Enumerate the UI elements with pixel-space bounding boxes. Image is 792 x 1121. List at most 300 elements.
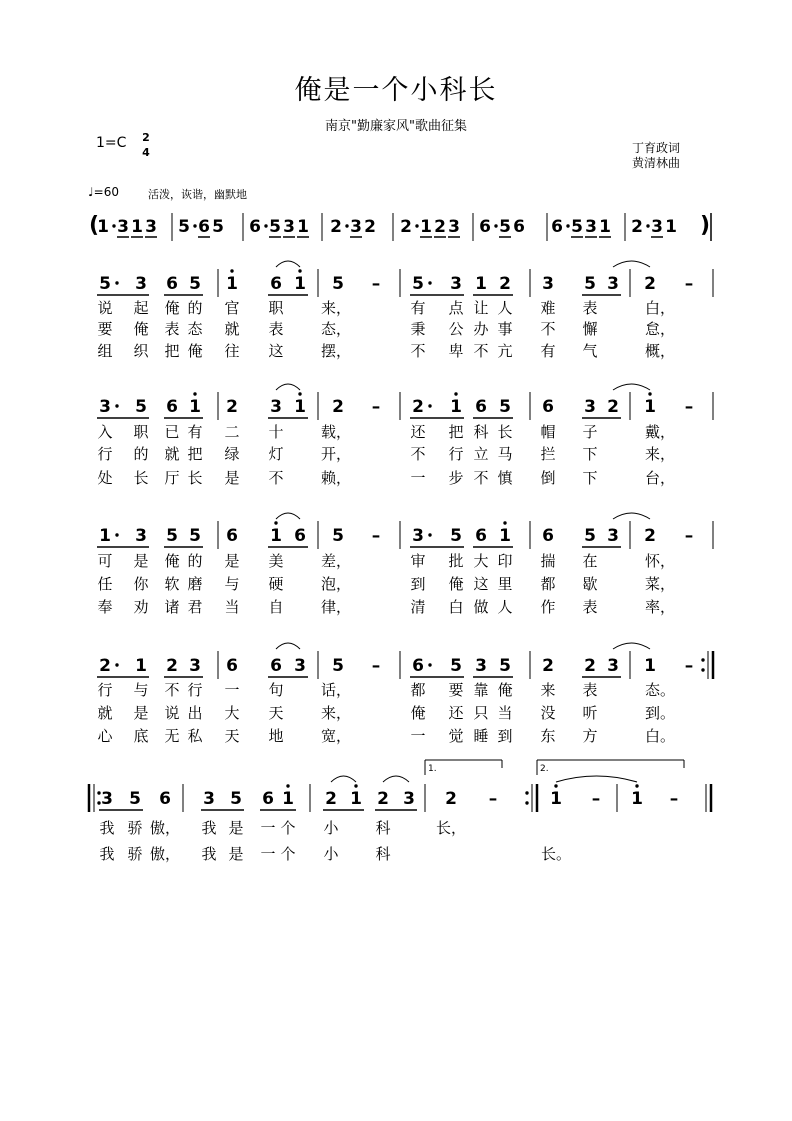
verse2-lyric: 下 — [582, 445, 598, 463]
verse3-note: 6 — [294, 526, 306, 546]
verse2-lyric: 马 — [497, 445, 513, 463]
verse2-lyric: 科 — [473, 423, 489, 441]
verse2-lyric: 子 — [582, 423, 598, 441]
intro-augment-dot — [566, 224, 569, 227]
verse3-note: 5 — [450, 526, 462, 546]
verse3-lyric: 差， — [320, 552, 352, 570]
verse1-lyric: 俺 — [164, 299, 180, 317]
time-signature-top: 2 — [142, 131, 150, 144]
verse1-lyric: 怠， — [644, 320, 676, 338]
verse2-note-octave-dot — [298, 392, 301, 395]
verse2-note-octave-dot — [193, 392, 196, 395]
verse3-lyric: 是 — [133, 552, 149, 570]
verse4-lyric: 到 — [497, 727, 513, 745]
volta2-label: 2. — [540, 764, 549, 774]
verse2-lyric: 立 — [473, 445, 489, 463]
verse4-lyric: 就 — [97, 704, 113, 722]
verse2-lyric: 拦 — [540, 445, 556, 463]
verse3-lyric: 审 — [410, 552, 426, 570]
verse3-lyric: 可 — [97, 552, 113, 570]
verse1-note: 5 — [584, 274, 596, 294]
verse4-lyric: 方 — [582, 727, 598, 745]
verse3-note: 1 — [270, 526, 282, 546]
verse1-lyric: 不 — [540, 320, 556, 338]
verse1-note-augment-dot — [428, 281, 431, 284]
verse2-lyric: 职 — [133, 423, 149, 441]
verse4-repeat-dot — [701, 668, 704, 671]
refrain-lyric: 长， — [435, 819, 467, 837]
verse1-lyric: 俺 — [133, 320, 149, 338]
verse3-lyric: 作 — [540, 598, 556, 616]
verse1-note: 3 — [607, 274, 619, 294]
verse1-note: 2 — [644, 274, 656, 294]
refrain-lyric: 科 — [375, 845, 391, 863]
refrain-lyric: 是 — [228, 845, 244, 863]
intro-note: 6 — [513, 217, 525, 237]
verse3-lyric: 清 — [410, 598, 426, 616]
intro-note: 1 — [420, 217, 432, 237]
verse1-lyric: 点 — [448, 299, 464, 317]
intro-note: 2 — [330, 217, 342, 237]
verse4-lyric: 大 — [224, 704, 240, 722]
intro-note: 2 — [434, 217, 446, 237]
verse2-lyric: 步 — [448, 469, 464, 487]
verse1-lyric: 职 — [268, 299, 284, 317]
verse1-lyric: 懈 — [582, 320, 598, 338]
intro-note: 6 — [479, 217, 491, 237]
verse2-lyric: 戴， — [644, 423, 676, 441]
refrain-note: 2 — [325, 789, 337, 809]
verse3-lyric: 怀， — [644, 552, 676, 570]
refrain-note-octave-dot — [554, 784, 557, 787]
verse1-lyric: 往 — [224, 342, 240, 360]
verse1-lyric: 态， — [320, 320, 352, 338]
verse2-lyric: 厅 — [164, 469, 180, 487]
verse4-note: 5 — [450, 656, 462, 676]
verse4-lyric: 话， — [320, 681, 352, 699]
verse4-lyric: 是 — [133, 704, 149, 722]
verse3-lyric: 表 — [582, 598, 598, 616]
verse3-lyric: 是 — [224, 552, 240, 570]
verse3-lyric: 批 — [448, 552, 464, 570]
verse1-lyric: 表 — [164, 320, 180, 338]
verse4-lyric: 天 — [268, 704, 284, 722]
verse3-lyric: 硬 — [268, 575, 284, 593]
verse3-note: 5 — [584, 526, 596, 546]
verse3-lyric: 的 — [187, 552, 203, 570]
verse4-note: 2 — [99, 656, 111, 676]
intro-note: 6 — [551, 217, 563, 237]
verse4-lyric: 一 — [224, 681, 240, 699]
verse1-note: 3 — [542, 274, 554, 294]
verse2-note: 6 — [166, 397, 178, 417]
verse2-lyric: 的 — [133, 445, 149, 463]
verse1-note: 1 — [294, 274, 306, 294]
refrain-note: 1 — [550, 789, 562, 809]
intro-augment-dot — [494, 224, 497, 227]
intro-note: 3 — [585, 217, 597, 237]
verse3-lyric: 诸 — [164, 598, 180, 616]
verse3-lyric: 软 — [164, 575, 180, 593]
verse2-note: 5 — [499, 397, 511, 417]
verse2-note: – — [371, 397, 381, 417]
verse2-lyric: 就 — [164, 445, 180, 463]
verse3-note-octave-dot — [274, 521, 277, 524]
verse2-lyric: 慎 — [497, 469, 513, 487]
verse4-note: 2 — [166, 656, 178, 676]
verse3-note-augment-dot — [428, 533, 431, 536]
verse1-lyric: 织 — [133, 342, 149, 360]
verse3-note: 5 — [189, 526, 201, 546]
verse4-lyric: 俺 — [497, 681, 513, 699]
verse3-lyric: 任 — [97, 575, 113, 593]
verse3-lyric: 里 — [497, 575, 513, 593]
verse1-note: – — [684, 274, 694, 294]
verse3-slur — [613, 513, 650, 519]
intro-note: 5 — [212, 217, 224, 237]
verse1-lyric: 卑 — [448, 342, 464, 360]
verse3-note: 3 — [135, 526, 147, 546]
verse2-note: 3 — [99, 397, 111, 417]
intro-note: 5 — [571, 217, 583, 237]
verse2-note: 6 — [475, 397, 487, 417]
verse1-lyric: 让 — [473, 299, 489, 317]
verse2-lyric: 有 — [187, 423, 203, 441]
verse2-lyric: 入 — [97, 423, 113, 441]
verse1-lyric: 态 — [187, 320, 203, 338]
intro-augment-dot — [193, 224, 196, 227]
verse4-lyric: 要 — [448, 681, 464, 699]
verse4-note: 1 — [135, 656, 147, 676]
refrain-lyric: 个 — [280, 845, 296, 863]
verse1-note: 1 — [226, 274, 238, 294]
verse4-lyric: 行 — [187, 681, 203, 699]
verse2-note-octave-dot — [454, 392, 457, 395]
composer-credit: 黄清林曲 — [632, 156, 681, 170]
intro-note: 3 — [350, 217, 362, 237]
verse3-lyric: 君 — [187, 598, 203, 616]
verse1-lyric: 说 — [97, 299, 113, 317]
verse2-note-octave-dot — [648, 392, 651, 395]
refrain-note: 3 — [101, 789, 113, 809]
refrain-start-repeat-dot — [97, 791, 100, 794]
volta1-label: 1. — [428, 764, 437, 774]
verse4-lyric: 态。 — [644, 681, 676, 699]
verse4-slur — [276, 643, 300, 649]
verse1-note: 5 — [412, 274, 424, 294]
refrain-lyric: 一 — [260, 845, 276, 863]
verse4-lyric: 没 — [540, 704, 556, 722]
refrain-note: 1 — [350, 789, 362, 809]
verse4-lyric: 到。 — [644, 704, 676, 722]
verse1-note: 5 — [99, 274, 111, 294]
verse4-note: 6 — [412, 656, 424, 676]
verse3-note: 1 — [499, 526, 511, 546]
verse4-lyric: 宽， — [320, 727, 352, 745]
verse1-lyric: 办 — [473, 320, 489, 338]
verse1-lyric: 表 — [268, 320, 284, 338]
refrain-lyric: 傲， — [149, 819, 181, 837]
intro-augment-dot — [264, 224, 267, 227]
intro-note: 2 — [364, 217, 376, 237]
verse2-lyric: 赖， — [320, 469, 352, 487]
verse3-note: 6 — [475, 526, 487, 546]
verse1-note: 5 — [189, 274, 201, 294]
intro-note: 2 — [400, 217, 412, 237]
song-title: 俺是一个小科长 — [294, 75, 498, 106]
verse2-note: 3 — [270, 397, 282, 417]
intro-note: 5 — [178, 217, 190, 237]
verse2-note: 2 — [226, 397, 238, 417]
verse1-note: 6 — [270, 274, 282, 294]
refrain-lyric: 骄 — [127, 819, 143, 837]
verse4-note: 6 — [226, 656, 238, 676]
verse2-lyric: 已 — [164, 423, 180, 441]
verse4-lyric: 只 — [473, 704, 489, 722]
verse4-lyric: 私 — [187, 727, 203, 745]
verse2-lyric: 来， — [644, 445, 676, 463]
verse1-slur — [613, 261, 650, 267]
intro-note: 1 — [297, 217, 309, 237]
verse4-note-augment-dot — [115, 663, 118, 666]
verse3-note: 3 — [607, 526, 619, 546]
verse2-lyric: 绿 — [224, 445, 240, 463]
intro-note: 5 — [269, 217, 281, 237]
refrain-lyric: 傲， — [149, 845, 181, 863]
verse2-note: – — [684, 397, 694, 417]
verse4-lyric: 地 — [268, 727, 284, 745]
verse2-lyric: 行 — [97, 445, 113, 463]
verse1-lyric: 这 — [268, 342, 284, 360]
verse4-lyric: 都 — [410, 681, 426, 699]
verse4-note-augment-dot — [428, 663, 431, 666]
verse1-lyric: 不 — [410, 342, 426, 360]
verse1-note: 5 — [332, 274, 344, 294]
verse2-note: 2 — [607, 397, 619, 417]
verse4-note: 3 — [189, 656, 201, 676]
expression-marking: 活泼，诙谐，幽默地 — [148, 188, 247, 201]
verse3-lyric: 大 — [473, 552, 489, 570]
verse3-lyric: 奉 — [97, 598, 113, 616]
intro-note: 2 — [631, 217, 643, 237]
verse1-lyric: 组 — [97, 342, 113, 360]
verse1-lyric: 气 — [582, 342, 598, 360]
verse4-lyric: 无 — [164, 727, 180, 745]
verse1-lyric: 公 — [448, 320, 464, 338]
verse1-note: 3 — [135, 274, 147, 294]
verse1-lyric: 有 — [540, 342, 556, 360]
verse1-lyric: 表 — [582, 299, 598, 317]
verse3-lyric: 泡， — [320, 575, 352, 593]
verse1-note-octave-dot — [298, 269, 301, 272]
verse4-lyric: 一 — [410, 727, 426, 745]
verse4-lyric: 行 — [97, 681, 113, 699]
verse1-note: 3 — [450, 274, 462, 294]
verse3-lyric: 俺 — [164, 552, 180, 570]
verse2-lyric: 把 — [187, 445, 203, 463]
refrain-note-octave-dot — [354, 784, 357, 787]
verse2-lyric: 不 — [473, 469, 489, 487]
verse1-note: 1 — [475, 274, 487, 294]
verse4-note: 3 — [475, 656, 487, 676]
intro-note: 5 — [499, 217, 511, 237]
verse3-lyric: 白 — [448, 598, 464, 616]
verse3-lyric: 自 — [268, 598, 284, 616]
verse3-lyric: 你 — [133, 575, 149, 593]
verse2-note: 1 — [294, 397, 306, 417]
verse1-lyric: 摆， — [320, 342, 352, 360]
verse4-lyric: 睡 — [473, 727, 489, 745]
verse3-lyric: 这 — [473, 575, 489, 593]
refrain-note-octave-dot — [286, 784, 289, 787]
verse4-lyric: 底 — [133, 727, 149, 745]
refrain-note: 2 — [377, 789, 389, 809]
intro-note: 6 — [198, 217, 210, 237]
verse1-lyric: 官 — [224, 299, 240, 317]
refrain-note: 6 — [262, 789, 274, 809]
verse4-lyric: 说 — [164, 704, 180, 722]
verse2-note: 2 — [332, 397, 344, 417]
verse1-lyric: 起 — [133, 299, 149, 317]
refrain-lyric: 长。 — [540, 845, 572, 863]
intro-note: 3 — [145, 217, 157, 237]
verse2-lyric: 还 — [410, 423, 426, 441]
verse4-lyric: 与 — [133, 681, 149, 699]
verse2-note: 3 — [584, 397, 596, 417]
intro-close-paren: ) — [699, 213, 711, 238]
verse1-lyric: 亢 — [497, 342, 513, 360]
refrain-note-octave-dot — [635, 784, 638, 787]
lyricist-credit: 丁育政词 — [632, 141, 681, 155]
verse2-lyric: 不 — [268, 469, 284, 487]
verse1-lyric: 来， — [320, 299, 352, 317]
refrain-note: 5 — [129, 789, 141, 809]
intro-augment-dot — [415, 224, 418, 227]
verse3-note: 6 — [542, 526, 554, 546]
verse1-lyric: 要 — [97, 320, 113, 338]
verse2-lyric: 开， — [320, 445, 352, 463]
verse1-lyric: 事 — [497, 320, 513, 338]
verse3-note-octave-dot — [503, 521, 506, 524]
verse2-lyric: 下 — [582, 469, 598, 487]
refrain-lyric: 我 — [99, 845, 115, 863]
verse3-lyric: 人 — [497, 598, 513, 616]
intro-augment-dot — [345, 224, 348, 227]
verse3-lyric: 美 — [268, 552, 284, 570]
verse3-lyric: 菜， — [644, 575, 676, 593]
verse2-lyric: 载， — [320, 423, 352, 441]
intro-note: 3 — [651, 217, 663, 237]
intro-note: 1 — [97, 217, 109, 237]
verse1-lyric: 难 — [540, 299, 556, 317]
verse2-note-augment-dot — [428, 404, 431, 407]
intro-open-paren: ( — [88, 213, 100, 238]
verse2-note: 1 — [189, 397, 201, 417]
refrain-lyric: 骄 — [127, 845, 143, 863]
verse4-lyric: 东 — [540, 727, 556, 745]
tempo-marking: ♩=60 — [88, 185, 119, 199]
refrain-end-repeat-dot — [525, 801, 528, 804]
refrain-slur — [331, 776, 356, 782]
verse4-note: 6 — [270, 656, 282, 676]
verse1-lyric: 白， — [644, 299, 676, 317]
refrain-note: 6 — [159, 789, 171, 809]
verse1-lyric: 俺 — [187, 342, 203, 360]
refrain-end-repeat-dot — [525, 791, 528, 794]
refrain-lyric: 小 — [323, 819, 339, 837]
intro-note: 3 — [283, 217, 295, 237]
refrain-start-repeat-dot — [97, 801, 100, 804]
verse4-lyric: 还 — [448, 704, 464, 722]
verse4-lyric: 白。 — [644, 727, 676, 745]
verse4-note: – — [371, 656, 381, 676]
verse3-lyric: 揣 — [540, 552, 556, 570]
verse3-note: 3 — [412, 526, 424, 546]
verse1-slur — [276, 261, 300, 267]
verse2-note: 6 — [542, 397, 554, 417]
verse4-note: 5 — [332, 656, 344, 676]
verse2-note-augment-dot — [115, 404, 118, 407]
verse4-lyric: 来， — [320, 704, 352, 722]
verse1-lyric: 把 — [164, 342, 180, 360]
refrain-lyric: 我 — [201, 819, 217, 837]
verse2-note: 1 — [644, 397, 656, 417]
intro-note: 1 — [131, 217, 143, 237]
verse1-note-augment-dot — [115, 281, 118, 284]
verse1-lyric: 不 — [473, 342, 489, 360]
key-signature: 1=C — [96, 135, 127, 151]
refrain-note: – — [488, 789, 498, 809]
verse4-lyric: 当 — [497, 704, 513, 722]
verse4-note: 5 — [499, 656, 511, 676]
verse4-repeat-dot — [701, 658, 704, 661]
verse2-lyric: 灯 — [268, 445, 284, 463]
verse1-note: – — [371, 274, 381, 294]
verse4-slur — [613, 643, 650, 649]
refrain-lyric: 科 — [375, 819, 391, 837]
verse3-note: 1 — [99, 526, 111, 546]
verse3-note: 6 — [226, 526, 238, 546]
verse4-lyric: 不 — [164, 681, 180, 699]
verse3-slur — [276, 513, 300, 519]
refrain-note: – — [669, 789, 679, 809]
verse2-lyric: 帽 — [540, 423, 556, 441]
verse2-lyric: 一 — [410, 469, 426, 487]
intro-note: 3 — [117, 217, 129, 237]
verse4-note: 3 — [294, 656, 306, 676]
refrain-note: 3 — [403, 789, 415, 809]
verse3-lyric: 俺 — [448, 575, 464, 593]
verse3-lyric: 率， — [644, 598, 676, 616]
intro-augment-dot — [646, 224, 649, 227]
time-signature-bottom: 4 — [142, 146, 150, 159]
verse2-note: 2 — [412, 397, 424, 417]
verse3-lyric: 当 — [224, 598, 240, 616]
intro-augment-dot — [112, 224, 115, 227]
verse4-note: 1 — [644, 656, 656, 676]
verse3-note: – — [371, 526, 381, 546]
verse4-note: 3 — [607, 656, 619, 676]
verse2-lyric: 长 — [497, 423, 513, 441]
refrain-lyric: 小 — [323, 845, 339, 863]
verse2-lyric: 行 — [448, 445, 464, 463]
verse2-lyric: 长 — [187, 469, 203, 487]
song-subtitle: 南京"勤廉家风"歌曲征集 — [325, 119, 467, 134]
verse4-lyric: 表 — [582, 681, 598, 699]
refrain-note: 1 — [631, 789, 643, 809]
verse3-note: 2 — [644, 526, 656, 546]
verse4-lyric: 出 — [187, 704, 203, 722]
